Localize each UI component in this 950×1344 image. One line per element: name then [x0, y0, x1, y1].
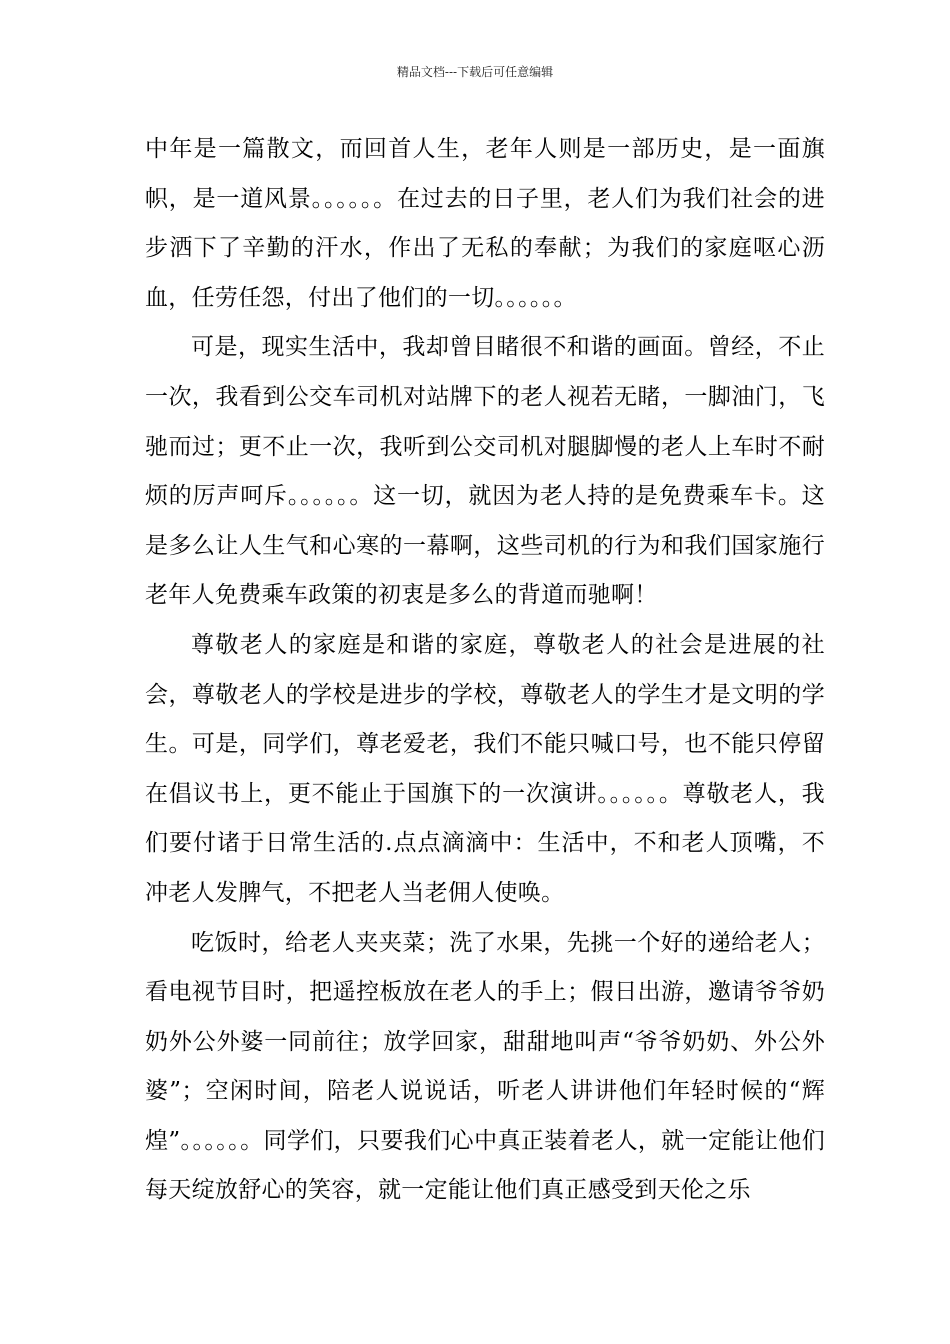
paragraph-3: 尊敬老人的家庭是和谐的家庭，尊敬老人的社会是进展的社会，尊敬老人的学校是进步的学校，尊敬老人的学生才是文明的学生。可是，同学们，尊老爱老，我们不能只喊口号，也不能只停留在倡议书上，更不能止于国旗下的一次演讲。。。。。。尊敬老人，我们要付诸于日常生活的.点点滴滴中：生活中，不和老人顶嘴，不冲老人发脾气，不把老人当老佣人使唤。	[145, 631, 825, 906]
page-header: 精品文档---下载后可任意编辑	[396, 65, 554, 79]
paragraph-1: 中年是一篇散文，而回首人生，老年人则是一部历史，是一面旗帜，是一道风景。。。。。。在过去的日子里，老人们为我们社会的进步洒下了辛勤的汗水，作出了无私的奉献；为我们的家庭呕心沥血，任劳任怨，付出了他们的一切。。。。。。	[145, 136, 825, 311]
document-body	[145, 125, 825, 1216]
paragraph-4: 吃饭时，给老人夹夹菜；洗了水果，先挑一个好的递给老人；看电视节目时，把遥控板放在老人的手上；假日出游，邀请爷爷奶奶外公外婆一同前往；放学回家，甜甜地叫声“爷爷奶奶、外公外婆”；空闲时间，陪老人说说话，听老人讲讲他们年轻时候的“辉煌”。。。。。。同学们，只要我们心中真正装着老人，就一定能让他们每天绽放舒心的笑容，就一定能让他们真正感受到天伦之乐	[145, 929, 825, 1204]
paragraph-2: 可是，现实生活中，我却曾目睹很不和谐的画面。曾经，不止一次，我看到公交车司机对站牌下的老人视若无睹，一脚油门，飞驰而过；更不止一次，我听到公交司机对腿脚慢的老人上车时不耐烦的厉声呵斥。。。。。。这一切，就因为老人持的是免费乘车卡。这是多么让人生气和心寒的一幕啊，这些司机的行为和我们国家施行老年人免费乘车政策的初衷是多么的背道而驰啊！	[145, 334, 825, 609]
